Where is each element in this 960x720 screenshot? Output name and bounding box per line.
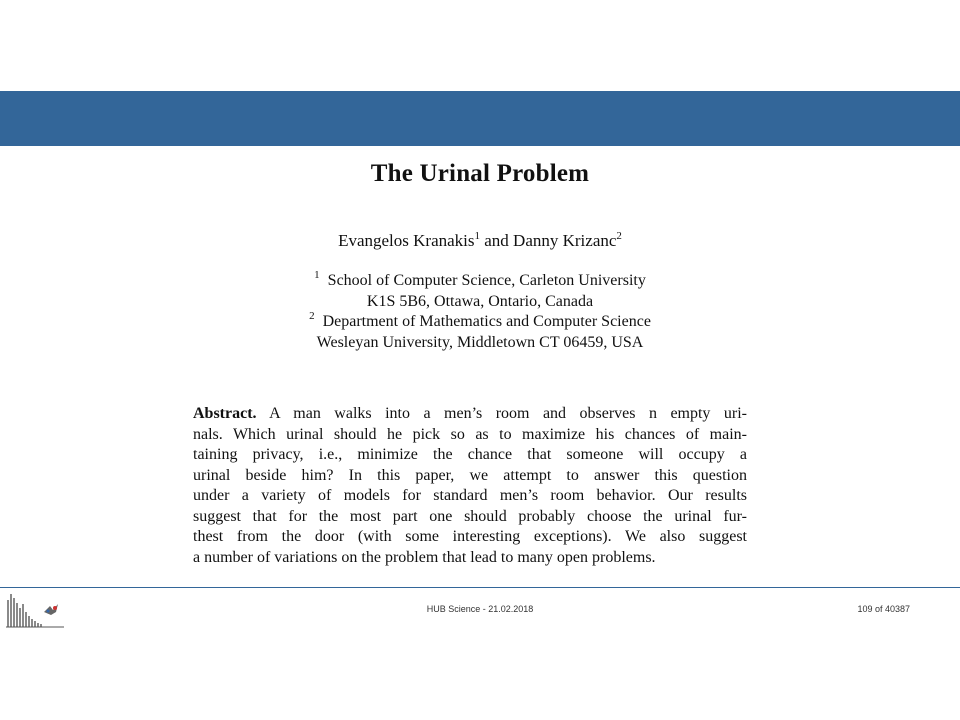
affiliation-line: Wesleyan University, Middletown CT 06459, USA <box>316 333 644 351</box>
affiliation-mark: 1 <box>314 269 320 281</box>
author-connector: and <box>480 231 514 250</box>
footer-divider <box>0 587 960 588</box>
paper-authors <box>0 231 960 251</box>
paper-title: The Urinal Problem <box>370 160 590 187</box>
abstract-line: a number of variations on the problem that lead to many open problems. <box>193 548 656 566</box>
page-counter: 109 of 40387 <box>857 604 910 614</box>
author-name: Danny Krizanc <box>513 231 617 250</box>
abstract-line: under a variety of models for standard men’s room behavior. Our results <box>193 487 747 504</box>
abstract-line <box>193 404 747 425</box>
author-mark: 2 <box>616 230 622 242</box>
histogram-logo-icon <box>6 590 64 628</box>
abstract-text: A man walks into a men’s room and observes n empty uri- <box>256 405 747 422</box>
affiliation-line: K1S 5B6, Ottawa, Ontario, Canada <box>366 292 594 310</box>
abstract-line: suggest that for the most part one should probably choose the urinal fur- <box>193 507 747 525</box>
author-name: Evangelos Kranakis <box>338 231 475 250</box>
affiliation-text: School of Computer Science, Carleton University <box>327 272 646 289</box>
footer-event-label: HUB Science - 21.02.2018 <box>426 604 534 614</box>
abstract-line: thest from the door (with some interesting exceptions). We also suggest <box>193 528 747 545</box>
abstract-line: urinal beside him? In this paper, we attempt to answer this question <box>193 466 747 484</box>
header-bar <box>0 91 960 146</box>
abstract-label: Abstract. <box>193 405 257 422</box>
abstract-line: nals. Which urinal should he pick so as to maximize his chances of main- <box>193 425 747 443</box>
abstract-line: taining privacy, i.e., minimize the chance that someone will occupy a <box>193 446 747 463</box>
affiliation-line <box>0 271 960 292</box>
abstract <box>193 404 747 568</box>
affiliation-line <box>0 312 960 333</box>
author-mark: 1 <box>474 230 480 242</box>
affiliation-text: Department of Mathematics and Computer Science <box>322 313 651 330</box>
affiliations <box>0 271 960 353</box>
affiliation-mark: 2 <box>309 310 315 322</box>
